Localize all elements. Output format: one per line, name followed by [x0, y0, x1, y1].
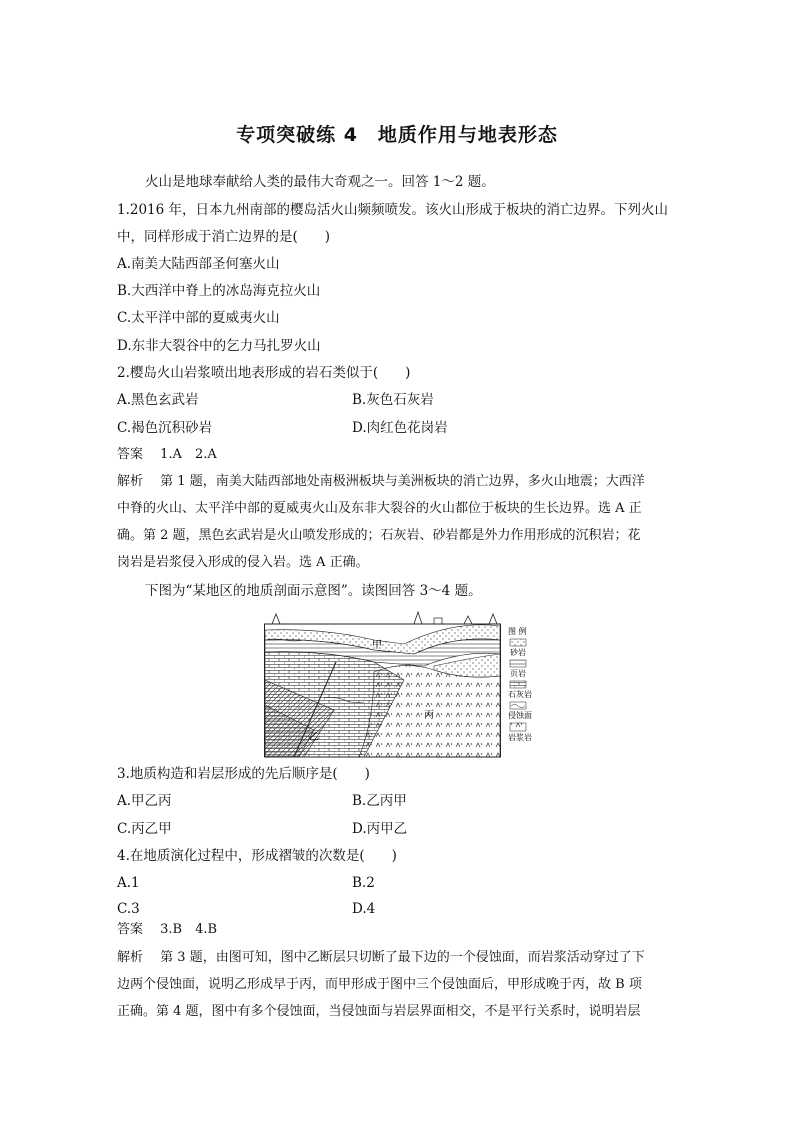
q3-option-b: B.乙丙甲 [352, 793, 407, 809]
legend-item-limestone: 石灰岩 [508, 690, 532, 699]
label-bing: 丙 [424, 710, 434, 721]
q1-option-b: B.大西洋中脊上的冰岛海克拉火山 [117, 283, 321, 299]
q1-option-a: A.南美大陆西部圣何塞火山 [117, 256, 280, 272]
label-jia: 甲 [372, 640, 382, 651]
intro-1: 火山是地球奉献给人类的最伟大奇观之一。回答 1～2 题。 [145, 174, 495, 190]
q3-option-c: C.丙乙甲 [117, 821, 172, 837]
q3-option-d: D.丙甲乙 [352, 821, 408, 837]
legend-item-shale: 页岩 [510, 669, 526, 678]
q1-option-c: C.太平洋中部的夏威夷火山 [117, 310, 280, 326]
analysis-2-line3: 正确。第 4 题，图中有多个侵蚀面，当侵蚀面与岩层界面相交，不是平行关系时，说明岩层 [117, 1004, 641, 1019]
q4-option-a: A.1 [117, 875, 140, 891]
q1-stem-line1: 1.2016 年，日本九州南部的樱岛活火山频频喷发。该火山形成于板块的消亡边界。下列火山 [117, 202, 669, 218]
q2-option-d: D.肉红色花岗岩 [352, 420, 448, 436]
analysis-2-line1 [117, 949, 645, 967]
q4-option-d: D.4 [352, 901, 376, 917]
analysis-1-text1: 第 1 题，南美大陆西部地处南极洲板块与美洲板块的消亡边界，多火山地震；大西洋 [160, 474, 645, 489]
analysis-1-line3: 确。第 2 题，黑色玄武岩是火山喷发形成的；石灰岩、砂岩都是外力作用形成的沉积岩；花 [117, 528, 641, 543]
geologic-section-figure [264, 610, 534, 758]
legend-item-magma: 岩浆岩 [508, 733, 532, 742]
analysis-1-label: 解析 [117, 474, 144, 489]
analysis-2-label: 解析 [117, 950, 144, 965]
analysis-1-line2: 中脊的火山、太平洋中部的夏威夷火山及东非大裂谷的火山都位于板块的生长边界。选 A 正 [117, 501, 642, 516]
q2-option-a: A.黑色玄武岩 [117, 392, 199, 408]
analysis-2-text1: 第 3 题，由图可知，图中乙断层只切断了最下边的一个侵蚀面，而岩浆活动穿过了下 [160, 950, 645, 965]
legend-item-erosion: 侵蚀面 [508, 711, 532, 720]
q2-option-b: B.灰色石灰岩 [352, 392, 434, 408]
q2-stem: 2.樱岛火山岩浆喷出地表形成的岩石类似于( ) [117, 365, 411, 381]
analysis-1-line4: 岗岩是岩浆侵入形成的侵入岩。选 A 正确。 [117, 555, 369, 570]
intro-2: 下图为“某地区的地质剖面示意图”。读图回答 3～4 题。 [145, 583, 482, 599]
legend [508, 626, 532, 742]
legend-swatch-shale [510, 660, 526, 667]
answer-2 [117, 921, 217, 939]
analysis-1-line1 [117, 473, 645, 491]
q4-option-b: B.2 [352, 875, 375, 891]
answer-2-label: 答案 [117, 922, 144, 937]
page-title: 专项突破练 4 地质作用与地表形态 [236, 124, 558, 146]
q4-option-c: C.3 [117, 901, 140, 917]
q3-stem: 3.地质构造和岩层形成的先后顺序是( ) [117, 766, 370, 782]
q1-stem-line2: 中，同样形成于消亡边界的是( ) [117, 229, 331, 245]
answer-1-text: 1.A 2.A [160, 447, 217, 462]
legend-title: 图 例 [508, 627, 527, 636]
answer-2-text: 3.B 4.B [160, 922, 218, 937]
analysis-2-line2: 边两个侵蚀面，说明乙形成早于丙，而甲形成于图中三个侵蚀面后，甲形成晚于丙，故 B 项 [117, 977, 642, 992]
q2-option-c: C.褐色沉积砂岩 [117, 420, 213, 436]
q3-option-a: A.甲乙丙 [117, 793, 172, 809]
q4-stem: 4.在地质演化过程中，形成褶皱的次数是( ) [117, 848, 397, 864]
legend-swatch-magma [510, 723, 526, 731]
legend-swatch-erosion [510, 702, 526, 709]
answer-1-label: 答案 [117, 447, 144, 462]
legend-item-sandstone: 砂岩 [510, 648, 526, 657]
q1-option-d: D.东非大裂谷中的乞力马扎罗火山 [117, 338, 321, 354]
legend-swatch-limestone [510, 681, 526, 688]
label-yi: 乙 [309, 732, 319, 743]
answer-1 [117, 446, 217, 464]
legend-swatch-sandstone [510, 639, 526, 646]
